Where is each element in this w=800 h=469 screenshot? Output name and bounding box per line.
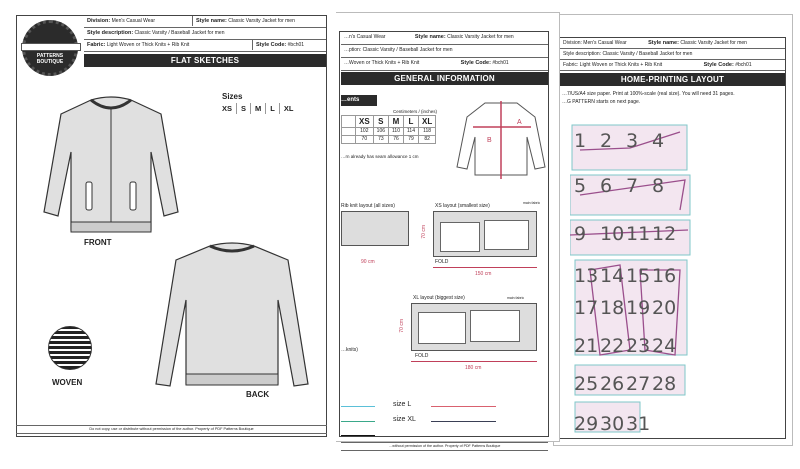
- division: Division: Men's Casual Wear: [563, 40, 627, 46]
- sheet-general-information: [334, 12, 560, 448]
- page-number: 9: [574, 223, 587, 245]
- marker-b: B: [487, 137, 492, 144]
- page-number: 29: [574, 413, 599, 435]
- header-row: [560, 60, 785, 71]
- units-label: Centimeters / (inches): [393, 109, 438, 114]
- sheet-flat-sketches: [8, 8, 336, 446]
- sizes-table: XS S M L XL: [218, 103, 297, 114]
- header-row: [341, 32, 548, 45]
- header-row: Division: Men's Casual Wear Style name: Classic Varsity Jacket for men: [84, 16, 326, 28]
- jacket-measurement-sketch: [455, 97, 547, 181]
- front-label: FRONT: [84, 238, 112, 247]
- instruction-text: …G PATTERN starts on next page.: [562, 99, 641, 105]
- legend-line-l: [431, 406, 496, 407]
- page-number: 27: [626, 373, 651, 395]
- page-number: 20: [652, 297, 677, 319]
- logo: PATTERNS BOUTIQUE: [22, 20, 78, 76]
- main-fabric-label: main fabric: [523, 201, 541, 205]
- header-row: [560, 38, 785, 49]
- instruction-text: …7/US/A4 size paper. Print at 100%-scale (real size). You will need 31 pages.: [562, 91, 735, 97]
- style-code-label: Style Code:: [703, 62, 734, 68]
- style-description: …ption: Classic Varsity / Baseball Jacket for men: [344, 47, 453, 53]
- section-title: HOME-PRINTING LAYOUT: [560, 73, 785, 86]
- page-number: 17: [574, 297, 599, 319]
- page-number: 28: [652, 373, 677, 395]
- footer: Do not copy, use or distribute without permission of the author. Property of PDF Patterns Boutique: [16, 425, 327, 434]
- footer: …without permission of the author. Property of PDF Patterns Boutique: [341, 442, 548, 451]
- page-number: 30: [600, 413, 625, 435]
- page-number: 12: [652, 223, 677, 245]
- fabric: Fabric: Light Woven or Thick Knits + Rib Knit: [563, 62, 663, 68]
- page-number: 18: [600, 297, 625, 319]
- page-number: 19: [626, 297, 651, 319]
- fold-label: FOLD: [415, 353, 429, 359]
- division: …n's Casual Wear: [344, 34, 386, 40]
- legend-line: [341, 435, 375, 436]
- seam-allowance-note: …rn already has seam allowance 1 cm: [341, 154, 419, 159]
- header-row: [341, 58, 548, 71]
- xs-width: 150 cm: [475, 271, 492, 277]
- xs-height: 70 cm: [421, 225, 427, 239]
- page-number: 16: [652, 265, 677, 287]
- page-number: 21: [574, 335, 599, 357]
- style-name: Classic Varsity Jacket for men: [680, 40, 747, 46]
- page-number: 26: [600, 373, 625, 395]
- page-number: 4: [652, 130, 665, 152]
- legend-size-xl: size XL: [393, 416, 416, 423]
- header-row: [560, 49, 785, 60]
- style-code: #bch01: [735, 62, 752, 68]
- section-title: FLAT SKETCHES: [84, 54, 326, 67]
- woven-fabric-swatch: [48, 326, 92, 370]
- fold-label: FOLD: [435, 259, 449, 265]
- back-label: BACK: [246, 390, 270, 399]
- page-number: 10: [600, 223, 625, 245]
- page-number: 25: [574, 373, 599, 395]
- jacket-back-sketch: [150, 238, 315, 388]
- main-fabric-label: main fabric: [507, 296, 525, 300]
- page-number: 22: [600, 335, 625, 357]
- sizes-label: Sizes: [222, 92, 243, 101]
- page-number: 2: [600, 130, 613, 152]
- legend-size-l: size L: [393, 401, 412, 408]
- xl-height: 70 cm: [399, 319, 405, 333]
- page-number: 14: [600, 265, 625, 287]
- xs-layout-diagram: [433, 211, 537, 257]
- legend-line: [341, 406, 375, 407]
- header-row: [341, 45, 548, 58]
- xl-width: 180 cm: [465, 365, 482, 371]
- rib-layout-label: Rib knit layout (all sizes): [341, 203, 395, 209]
- xs-layout-label: XS layout (smallest size): [435, 203, 490, 209]
- page-number: 8: [652, 175, 665, 197]
- header-row: Style description: Classic Varsity / Baseball Jacket for men: [84, 28, 326, 40]
- style-description: Style description: Classic Varsity / Baseball Jacket for men: [563, 51, 693, 57]
- rib-layout-diagram: [341, 211, 409, 246]
- page-number: 23: [626, 335, 651, 357]
- style-name-label: Style name:: [648, 40, 679, 46]
- header-row: Fabric: Light Woven or Thick Knits + Rib Knit Style Code: #bch01: [84, 40, 326, 52]
- fabric: …Woven or Thick Knits + Rib Knit: [344, 60, 420, 66]
- xl-layout-label: XL layout (biggest size): [413, 295, 465, 301]
- marker-a: A: [517, 119, 522, 126]
- sheet-home-printing-layout: [553, 14, 793, 446]
- legend-line-xl: [431, 421, 496, 422]
- style-code: #bch01: [492, 60, 509, 66]
- rib-width: 90 cm: [361, 259, 375, 265]
- measurements-tab: …ents: [341, 95, 377, 106]
- woven-label: WOVEN: [52, 378, 83, 387]
- measurements-table: XS S M L XL 102 106 110 114 118 70 73 76 79 82: [341, 115, 436, 144]
- page-number: 13: [574, 265, 599, 287]
- page-number: 5: [574, 175, 587, 197]
- page-number: 31: [626, 413, 651, 435]
- knits-note: …knits): [341, 347, 358, 353]
- page-number: 7: [626, 175, 639, 197]
- style-name: Classic Varsity Jacket for men: [447, 34, 514, 40]
- style-name-label: Style name:: [414, 34, 446, 40]
- xl-layout-diagram: [411, 303, 537, 351]
- page-number: 11: [626, 223, 651, 245]
- jacket-front-sketch: [36, 92, 186, 242]
- page-number: 3: [626, 130, 639, 152]
- legend-line: [341, 421, 375, 422]
- page-number: 6: [600, 175, 613, 197]
- section-title: GENERAL INFORMATION: [341, 72, 548, 85]
- page-number: 1: [574, 130, 587, 152]
- style-code-label: Style Code:: [460, 60, 491, 66]
- page-number: 24: [652, 335, 677, 357]
- page-number: 15: [626, 265, 651, 287]
